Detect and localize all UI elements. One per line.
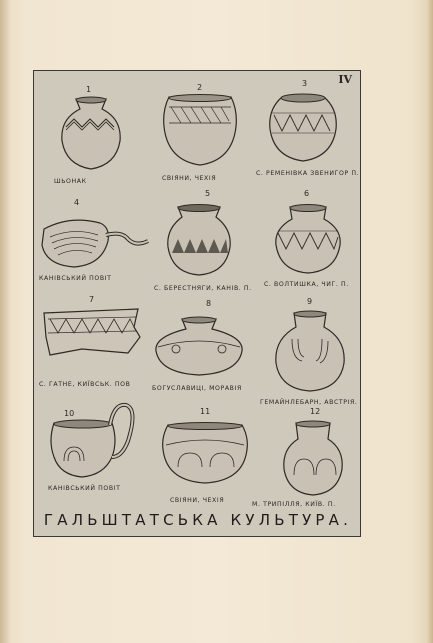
- item-caption: С. БЕРЕСТНЯГИ, КАНІВ. П.: [154, 285, 252, 292]
- item-caption: С. ГАТНЕ, КИЇВСЬК. ПОВ: [39, 381, 131, 388]
- item-number: 3: [302, 79, 308, 88]
- item-caption: СВІЯНИ, ЧЕХІЯ: [162, 175, 217, 182]
- book-spine: [0, 0, 10, 643]
- item-caption: БОГУСЛАВИЦІ, МОРАВІЯ: [152, 385, 242, 392]
- item-number: 1: [86, 85, 92, 94]
- item-number: 12: [310, 407, 321, 416]
- item-caption: С. ВОЛТИШКА, ЧИГ. П.: [264, 281, 349, 288]
- item-caption: СВІЯНИ, ЧЕХІЯ: [170, 497, 225, 504]
- vessel-5-pot: [164, 203, 234, 279]
- item-caption: С. РЕМЕНІВКА ЗВЕНИГОР П.: [256, 170, 360, 177]
- vessel-9-pot: [272, 309, 348, 395]
- item-number: 6: [304, 189, 310, 198]
- item-caption: ГЕМАЙНЛЕБАРН, АВСТРІЯ.: [260, 399, 358, 406]
- vessel-3-pot: [266, 91, 340, 165]
- illustration-plate: [33, 70, 361, 537]
- item-number: 2: [197, 83, 203, 92]
- vessel-10-cup: [48, 401, 138, 481]
- vessel-4-scoop: [40, 209, 152, 271]
- item-number: 8: [206, 299, 212, 308]
- item-number: 7: [89, 295, 95, 304]
- item-caption: КАНІВСЬКИЙ ПОВІТ: [39, 275, 112, 282]
- plate-title: ГАЛЬШТАТСЬКА КУЛЬТУРА.: [43, 511, 353, 529]
- plate-number: IV: [338, 73, 352, 86]
- vessel-1-pot: [56, 95, 126, 173]
- item-number: 4: [74, 198, 80, 207]
- vessel-6-pot: [272, 203, 344, 275]
- vessel-2-pot: [159, 93, 241, 169]
- item-number: 9: [307, 297, 313, 306]
- item-number: 10: [64, 409, 75, 418]
- vessel-7-fragment: [42, 307, 140, 357]
- item-caption: М. ТРИПІЛЛЯ, КИЇВ. П.: [252, 501, 336, 508]
- item-number: 5: [205, 189, 211, 198]
- item-caption: ШЬОНАК: [54, 178, 87, 185]
- cover-edge: [427, 0, 433, 643]
- item-number: 11: [200, 407, 211, 416]
- vessel-11-pot: [158, 421, 252, 487]
- item-caption: КАНІВСЬКИЙ ПОВІТ: [48, 485, 121, 492]
- vessel-8-pot: [152, 315, 246, 379]
- vessel-12-pot: [280, 419, 346, 497]
